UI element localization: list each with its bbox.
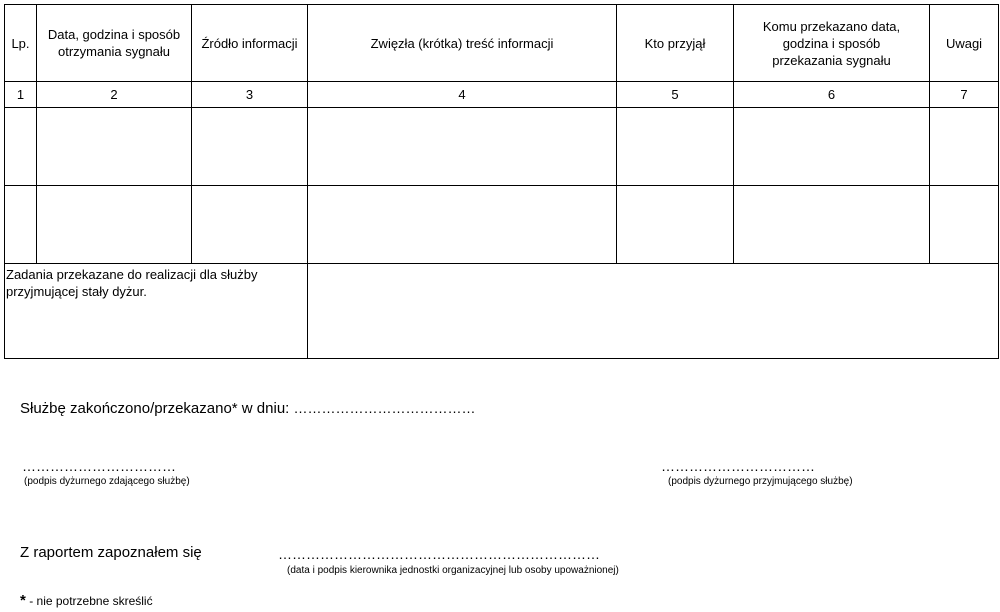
entry-cell[interactable] <box>5 108 37 186</box>
tasks-label-text: Zadania przekazane do realizacji dla służby przyjmującej stały dyżur. <box>6 267 258 299</box>
acknowledgement-field[interactable]: …………………………………………………………… <box>278 546 600 562</box>
tasks-row <box>5 264 999 359</box>
column-number: 4 <box>308 82 617 108</box>
left-signature-caption: (podpis dyżurnego zdającego służbę) <box>24 476 190 487</box>
header-remarks: Uwagi <box>930 5 999 82</box>
footnote-text: - nie potrzebne skreślić <box>29 594 153 608</box>
header-forwarded-text: Komu przekazano data, godzina i sposób przekazania sygnału <box>762 18 901 68</box>
column-number: 3 <box>192 82 308 108</box>
tasks-label <box>5 264 308 359</box>
handover-label: Służbę zakończono/przekazano* w dniu: <box>20 400 290 417</box>
header-forwarded <box>734 5 930 82</box>
header-content: Zwięzła (krótka) treść informacji <box>308 5 617 82</box>
header-received-by: Kto przyjął <box>617 5 734 82</box>
header-lp: Lp. <box>5 5 37 82</box>
header-row <box>5 5 999 82</box>
left-signature-field[interactable]: …………………………… <box>22 458 176 474</box>
right-signature-field[interactable]: …………………………… <box>661 458 815 474</box>
column-number: 6 <box>734 82 930 108</box>
tasks-field[interactable] <box>308 264 999 359</box>
header-received-text: Data, godzina i sposób otrzymania sygnału <box>47 27 181 59</box>
entry-cell[interactable] <box>5 186 37 264</box>
entry-cell[interactable] <box>308 186 617 264</box>
entry-cell[interactable] <box>192 108 308 186</box>
column-number: 2 <box>37 82 192 108</box>
acknowledgement-label: Z raportem zapoznałem się <box>20 544 202 561</box>
entry-row <box>5 186 999 264</box>
handover-line <box>20 400 476 417</box>
entry-cell[interactable] <box>192 186 308 264</box>
entry-cell[interactable] <box>617 186 734 264</box>
entry-cell[interactable] <box>617 108 734 186</box>
entry-cell[interactable] <box>930 108 999 186</box>
entry-cell[interactable] <box>37 108 192 186</box>
column-number: 5 <box>617 82 734 108</box>
acknowledgement-caption: (data i podpis kierownika jednostki organizacyjnej lub osoby upoważnionej) <box>287 565 619 576</box>
handover-date-field[interactable]: ………………………………… <box>293 400 476 416</box>
entry-cell[interactable] <box>734 108 930 186</box>
entry-row <box>5 108 999 186</box>
entry-cell[interactable] <box>734 186 930 264</box>
header-source: Źródło informacji <box>192 5 308 82</box>
right-signature-caption: (podpis dyżurnego przyjmującego służbę) <box>668 476 853 487</box>
entry-cell[interactable] <box>308 108 617 186</box>
header-received <box>37 5 192 82</box>
footnote <box>20 592 153 609</box>
footnote-mark: * <box>20 592 26 609</box>
entry-cell[interactable] <box>37 186 192 264</box>
column-number: 1 <box>5 82 37 108</box>
entry-cell[interactable] <box>930 186 999 264</box>
column-number-row <box>5 82 999 108</box>
column-number: 7 <box>930 82 999 108</box>
duty-log-table <box>4 4 999 359</box>
